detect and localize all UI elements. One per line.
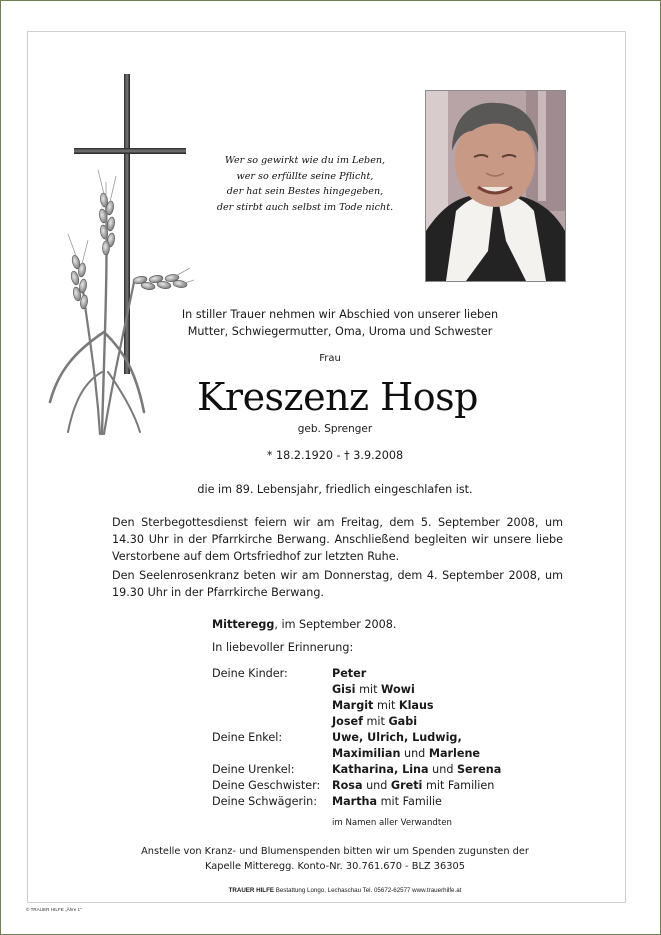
- poem-line: der hat sein Bestes hingegeben,: [226, 186, 384, 198]
- intro-line-1: In stiller Trauer nehmen wir Abschied von unserer lieben: [181, 308, 499, 321]
- funeral-service-text: Den Sterbegottesdienst feiern wir am Freitag, dem 5. September 2008, um 14.30 Uhr in der Pfarrkirche Berwang. Anschließend begleiten wir unsere liebe Verstorbene auf dem Ortsfriedhof zur letzten Ruhe.: [112, 516, 563, 563]
- funeral-home-footer: [150, 887, 540, 894]
- date-text: , im September 2008.: [274, 618, 397, 631]
- portrait-photo: [425, 90, 566, 282]
- child-entry: [332, 714, 417, 730]
- portrait-image: [426, 91, 565, 281]
- cross-with-wheat-illustration: [44, 72, 194, 444]
- grandchildren-names: Uwe, Ulrich, Ludwig,: [332, 731, 462, 744]
- greatgrandchild-name: Serena: [456, 763, 502, 776]
- family-suffix: mit Familien: [422, 779, 495, 792]
- child-name: Peter: [332, 667, 367, 680]
- intro-line-2: Mutter, Schwiegermutter, Oma, Uroma und Schwester: [187, 325, 493, 338]
- sister-in-law-name: [332, 794, 442, 810]
- donation-note: [120, 844, 550, 874]
- sibling-name: Rosa: [332, 779, 363, 792]
- connector: mit: [355, 683, 382, 696]
- sister-in-law-label: Deine Schwägerin:: [212, 795, 318, 808]
- connector: und: [362, 779, 391, 792]
- donation-line-2: Kapelle Mitteregg. Konto-Nr. 30.761.670 - BLZ 36305: [205, 861, 465, 872]
- child-name: Josef: [332, 715, 363, 728]
- relatives-note: im Namen aller Verwandten: [332, 818, 452, 828]
- copyright-note: © TRAUER HILFE „Ähre 1": [26, 907, 82, 912]
- connector: und: [400, 747, 429, 760]
- child-name: Margit: [332, 699, 374, 712]
- greatgrandchildren-label: Deine Urenkel:: [212, 763, 295, 776]
- children-label: Deine Kinder:: [212, 667, 288, 680]
- deceased-name: Kreszenz Hosp: [197, 375, 478, 419]
- child-entry: [332, 666, 366, 682]
- rosary-text: Den Seelenrosenkranz beten wir am Donnerstag, dem 4. September 2008, um 19.30 Uhr in der Pfarrkirche Berwang.: [112, 569, 563, 599]
- grandchildren-label: Deine Enkel:: [212, 731, 283, 744]
- connector: und: [428, 763, 457, 776]
- sister-in-law: Martha: [332, 795, 378, 808]
- born-name: geb. Sprenger: [297, 423, 373, 435]
- poem: [195, 153, 415, 215]
- poem-line: wer so erfüllte seine Pflicht,: [236, 170, 374, 182]
- partner-name: Wowi: [381, 683, 415, 696]
- grandchildren-names-2: [332, 746, 480, 762]
- place-date: [212, 618, 396, 631]
- sibling-name: Greti: [390, 779, 423, 792]
- passing-text: die im 89. Lebensjahr, friedlich eingeschlafen ist.: [197, 483, 473, 496]
- donation-line-1: Anstelle von Kranz- und Blumenspenden bitten wir um Spenden zugunsten der: [141, 846, 529, 857]
- partner-name: Gabi: [388, 715, 418, 728]
- funeral-home-brand: TRAUER HILFE: [228, 887, 274, 894]
- connector: mit: [373, 699, 399, 712]
- funeral-home-details: Bestattung Longo, Lechaschau Tel. 05672-62577 www.trauerhilfe.at: [274, 887, 462, 894]
- life-dates: * 18.2.1920 - † 3.9.2008: [266, 449, 404, 462]
- greatgrandchildren-names: [332, 762, 501, 778]
- partner-name: Klaus: [398, 699, 434, 712]
- connector: mit: [362, 715, 389, 728]
- family-suffix: mit Familie: [377, 795, 442, 808]
- grandchild-name: Marlene: [428, 747, 481, 760]
- grandchild-name: Maximilian: [332, 747, 401, 760]
- salutation: Frau: [319, 353, 341, 364]
- intro-text: [140, 306, 540, 340]
- poem-line: Wer so gewirkt wie du im Leben,: [224, 155, 386, 166]
- place-name: Mitteregg: [212, 618, 275, 631]
- child-entry: [332, 682, 415, 698]
- memory-text: In liebevoller Erinnerung:: [212, 641, 354, 654]
- wheat-awns-icon: [68, 170, 194, 284]
- siblings-names: [332, 778, 494, 794]
- greatgrandchild-names: Katharina, Lina: [332, 763, 429, 776]
- poem-line: der stirbt auch selbst im Tode nicht.: [216, 201, 394, 213]
- child-name: Gisi: [332, 683, 356, 696]
- siblings-label: Deine Geschwister:: [212, 779, 321, 792]
- child-entry: [332, 698, 434, 714]
